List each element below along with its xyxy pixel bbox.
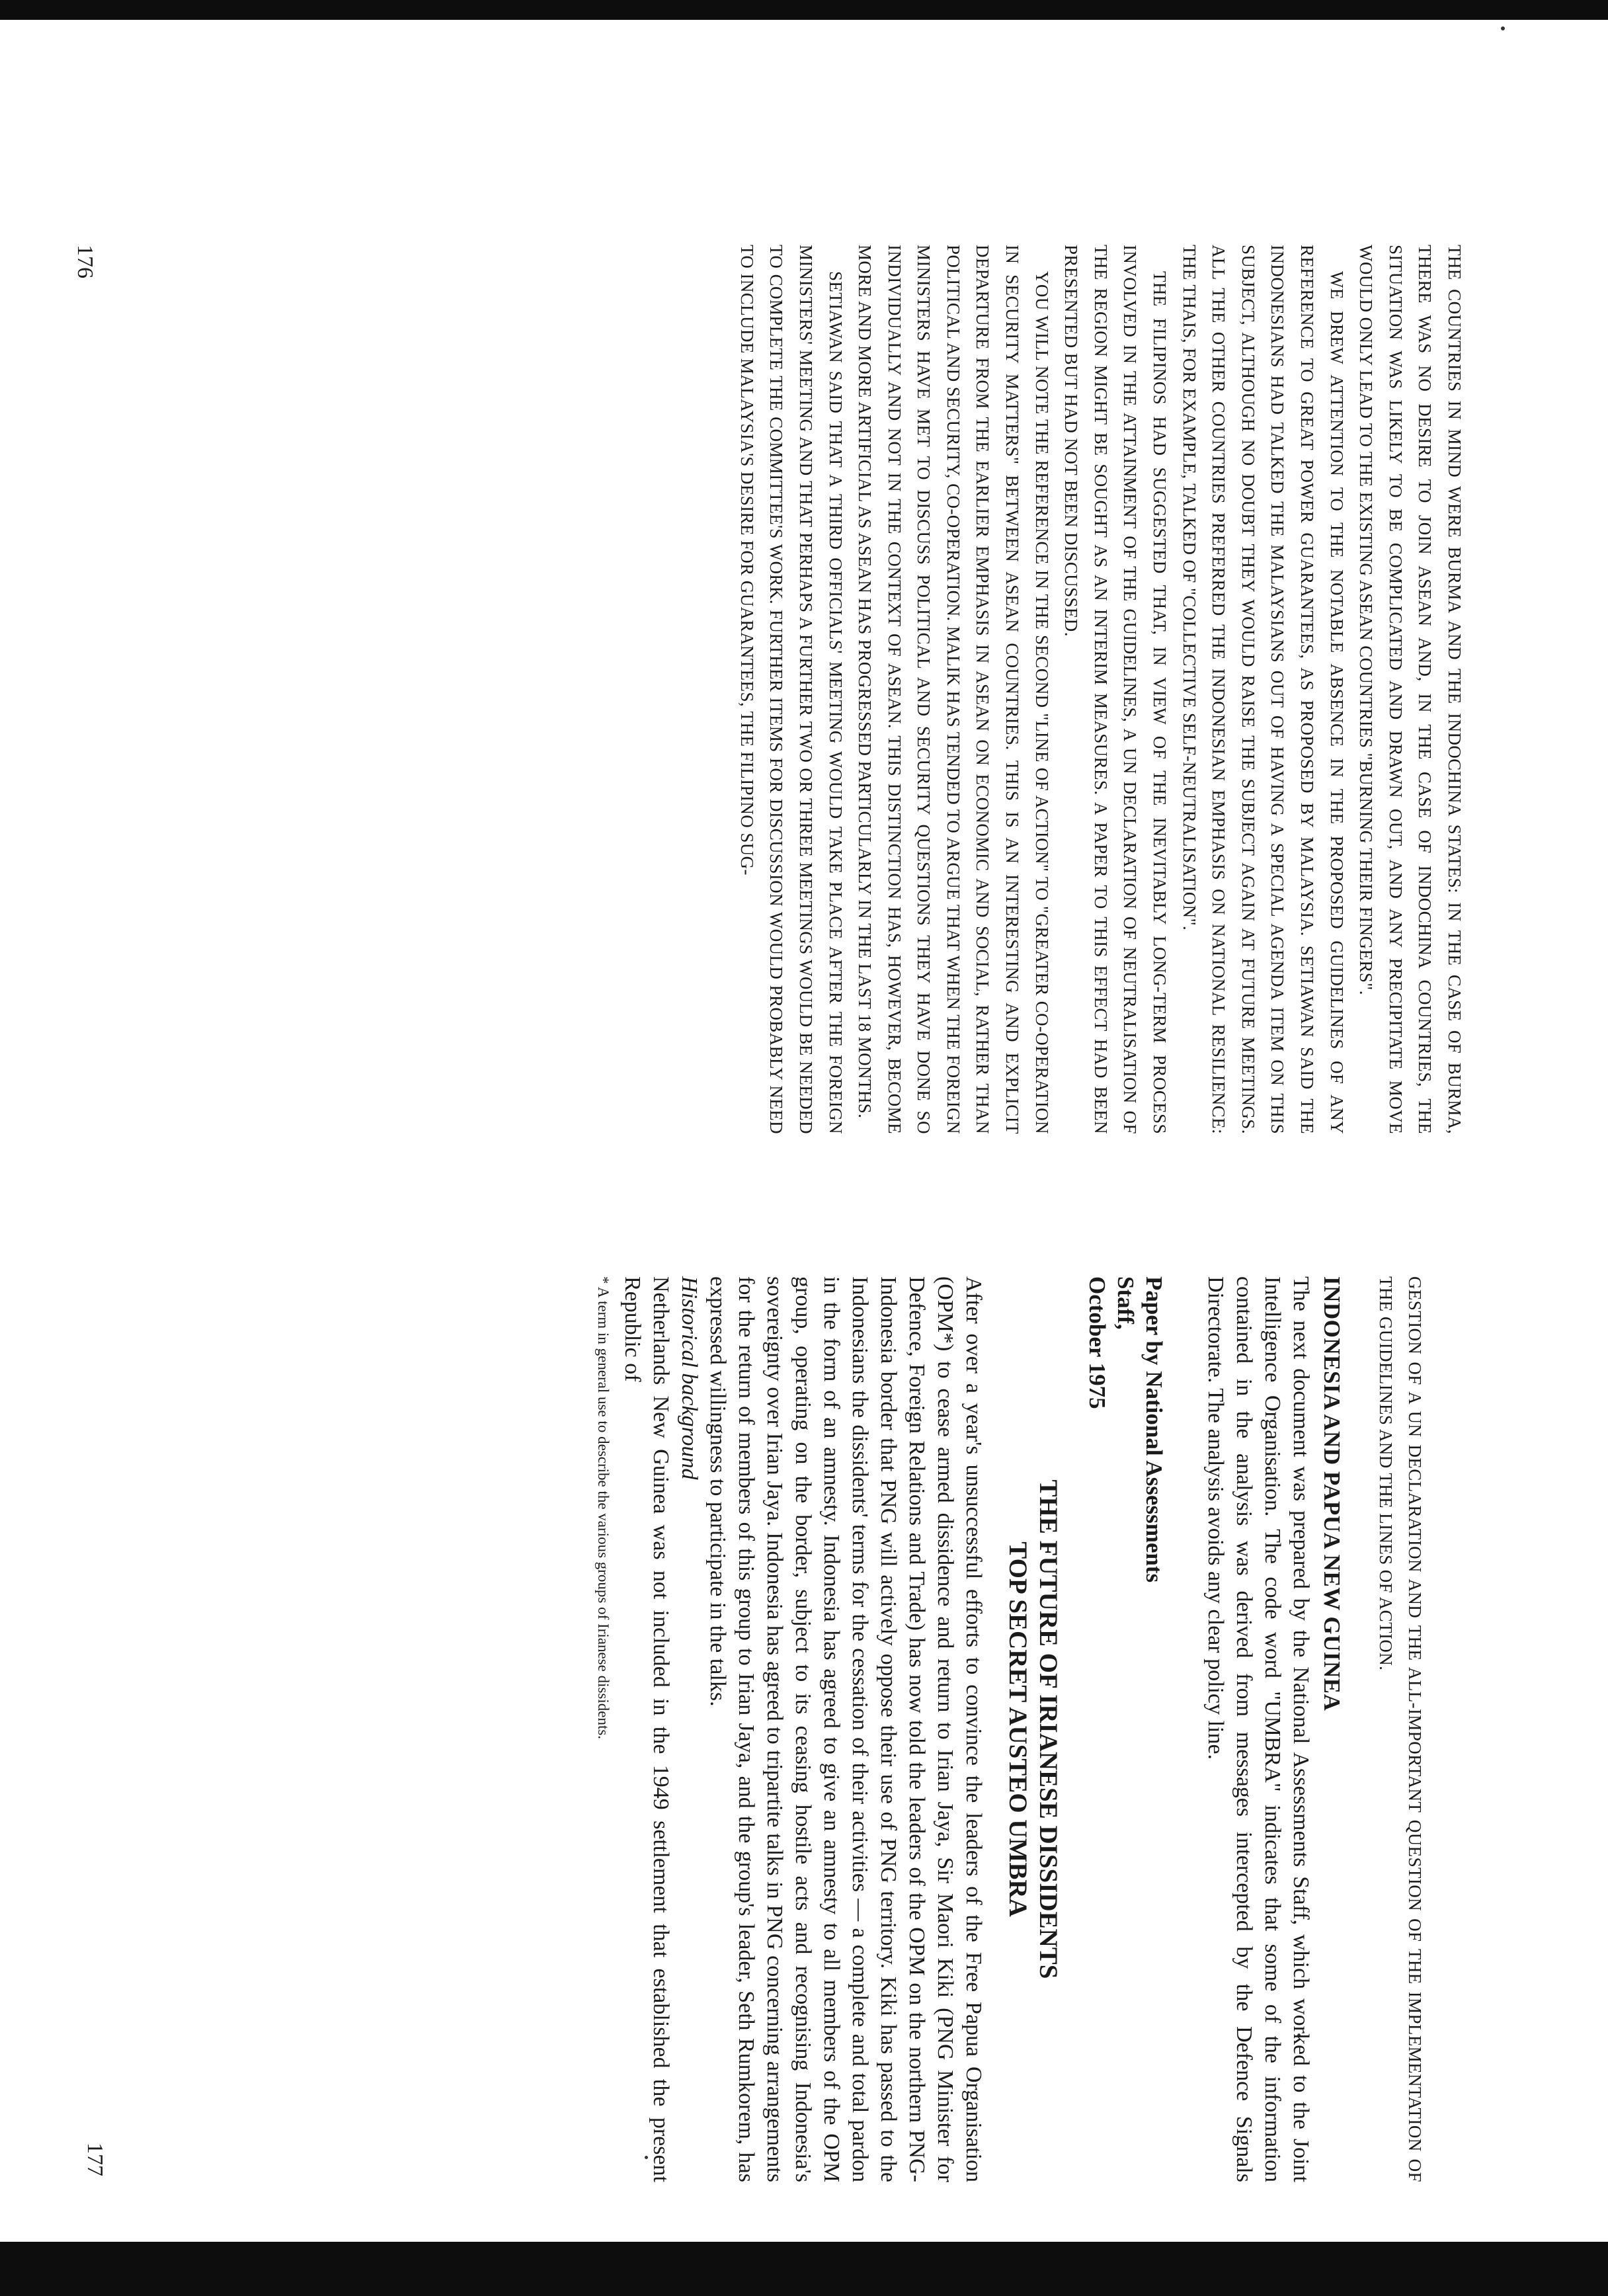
left-paragraph: THE FILIPINOS HAD SUGGESTED THAT, IN VIEW OF THE INEVITABLY LONG-TERM PROCESS INVOLVED IN THE ATTAINMENT OF THE GUIDELINES, A UN DECLARATION OF NEUTRALISATION OF THE REGION MIGHT BE SOUGHT AS AN INTERIM MEASURES. A PAPER TO THIS EFFECT HAD BEEN PRESENTED BUT HAD NOT BEEN DISCUSSED. bbox=[1061, 245, 1170, 1134]
document-title-block bbox=[1002, 1276, 1063, 2182]
document-title: THE FUTURE OF IRIANESE DISSIDENTS bbox=[1034, 1479, 1063, 1979]
right-page-text bbox=[593, 1276, 1429, 2182]
document-classification: TOP SECRET AUSTEO UMBRA bbox=[1004, 1541, 1032, 1917]
left-paragraph: THE COUNTRIES IN MIND WERE BURMA AND THE INDOCHINA STATES: IN THE CASE OF BURMA, THERE WAS NO DESIRE TO JOIN ASEAN AND, IN THE CASE OF INDOCHINA COUNTRIES, THE SITUATION WAS LIKELY TO BE COMPLICATED AND DRAWN OUT, AND ANY PRECIPITATE MOVE WOULD ONLY LEAD TO THE EXISTING ASEAN COUNTRIES "BURNING THEIR FINGERS". bbox=[1356, 245, 1465, 1134]
subheading: Historical background bbox=[677, 1276, 702, 1480]
left-paragraph: WE DREW ATTENTION TO THE NOTABLE ABSENCE IN THE PROPOSED GUIDELINES OF ANY REFERENCE TO GREAT POWER GUARANTEES, AS PROPOSED BY MALAYSIA. SETIAWAN SAID THE INDONESIANS HAD TALKED THE MALAYSIANS OUT OF HAVING A SPECIAL AGENDA ITEM ON THIS SUBJECT, ALTHOUGH NO DOUBT THEY WOULD RAISE THE SUBJECT AGAIN AT FUTURE MEETINGS. ALL THE OTHER COUNTRIES PREFERRED THE INDONESIAN EMPHASIS ON NATIONAL RESILIENCE: THE THAIS, FOR EXAMPLE, TALKED OF "COLLECTIVE SELF-NEUTRALISATION". bbox=[1179, 245, 1347, 1134]
continuation-paragraph: GESTION OF A UN DECLARATION AND THE ALL-IMPORTANT QUESTION OF THE IMPLEMENTATION OF THE GUIDELINES AND THE LINES OF ACTION. bbox=[1376, 1276, 1425, 2182]
section-heading: INDONESIA AND PAPUA NEW GUINEA bbox=[1319, 1276, 1345, 1711]
left-paragraph: SETIAWAN SAID THAT A THIRD OFFICIALS' MEETING WOULD TAKE PLACE AFTER THE FOREIGN MINISTERS' MEETING AND THAT PERHAPS A FURTHER TWO OR THREE MEETINGS WOULD BE NEEDED TO COMPLETE THE COMMITTEE'S WORK. FURTHER ITEMS FOR DISCUSSION WOULD PROBABLY NEED TO INCLUDE MALAYSIA'S DESIRE FOR GUARANTEES, THE FILIPINO SUG- bbox=[737, 245, 846, 1134]
byline-author: Paper by National Assessments Staff, bbox=[1113, 1276, 1167, 1583]
background-paragraph: Netherlands New Guinea was not included in the 1949 settlement that established the present Republic of bbox=[620, 1276, 673, 2182]
footnote: * A term in general use to describe the various groups of Irianese dissidents. bbox=[595, 1276, 612, 1740]
left-paragraph: YOU WILL NOTE THE REFERENCE IN THE SECOND "LINE OF ACTION" TO "GREATER CO-OPERATION IN SECURITY MATTERS" BETWEEN ASEAN COUNTRIES. THIS IS AN INTERESTING AND EXPLICIT DEPARTURE FROM THE EARLIER EMPHASIS IN ASEAN ON ECONOMIC AND SOCIAL, RATHER THAN POLITICAL AND SECURITY, CO-OPERATION. MALIK HAS TENDED TO ARGUE THAT WHEN THE FOREIGN MINISTERS HAVE MET TO DISCUSS POLITICAL AND SECURITY QUESTIONS THEY HAVE DONE SO INDIVIDUALLY AND NOT IN THE CONTEXT OF ASEAN. THIS DISTINCTION HAS, HOWEVER, BECOME MORE AND MORE ARTIFICIAL AS ASEAN HAS PROGRESSED PARTICULARLY IN THE LAST 18 MONTHS. bbox=[855, 245, 1052, 1134]
intro-paragraph: The next document was prepared by the National Assessments Staff, which worked to the Joint Intelligence Organisation. The code word "UMBRA" indicates that some of the information contained in the analysis was derived from messages intercepted by the Defence Signals Directorate. The analysis avoids any clear policy line. bbox=[1203, 1276, 1313, 2182]
page-number-right: 177 bbox=[83, 2143, 107, 2176]
body-paragraph: After over a year's unsuccessful efforts to convince the leaders of the Free Papua Organisation (OPM*) to cease armed dissidence and return to Irian Jaya, Sir Maori Kiki (PNG Minister for Defence, Foreign Relations and Trade) has now told the leaders of the OPM on the northern PNG-Indonesia border that PNG will actively oppose their use of PNG territory. Kiki has passed to the Indonesians the dissidents' terms for the cessation of their activities — a complete and total pardon in the form of an amnesty. Indonesia has agreed to give an amnesty to all members of the OPM group, operating on the border, subject to its ceasing hostile acts and recognising Indonesia's sovereignty over Irian Jaya. Indonesia has agreed to tripartite talks in PNG concerning arrangements for the return of members of this group to Irian Jaya, and the group's leader, Seth Rumkorem, has expressed willingness to participate in the talks. bbox=[705, 1276, 986, 2182]
byline-date: October 1975 bbox=[1084, 1276, 1110, 1409]
document-byline bbox=[1083, 1276, 1168, 1620]
page-number-left: 176 bbox=[73, 245, 97, 278]
left-page-text bbox=[732, 245, 1469, 1134]
